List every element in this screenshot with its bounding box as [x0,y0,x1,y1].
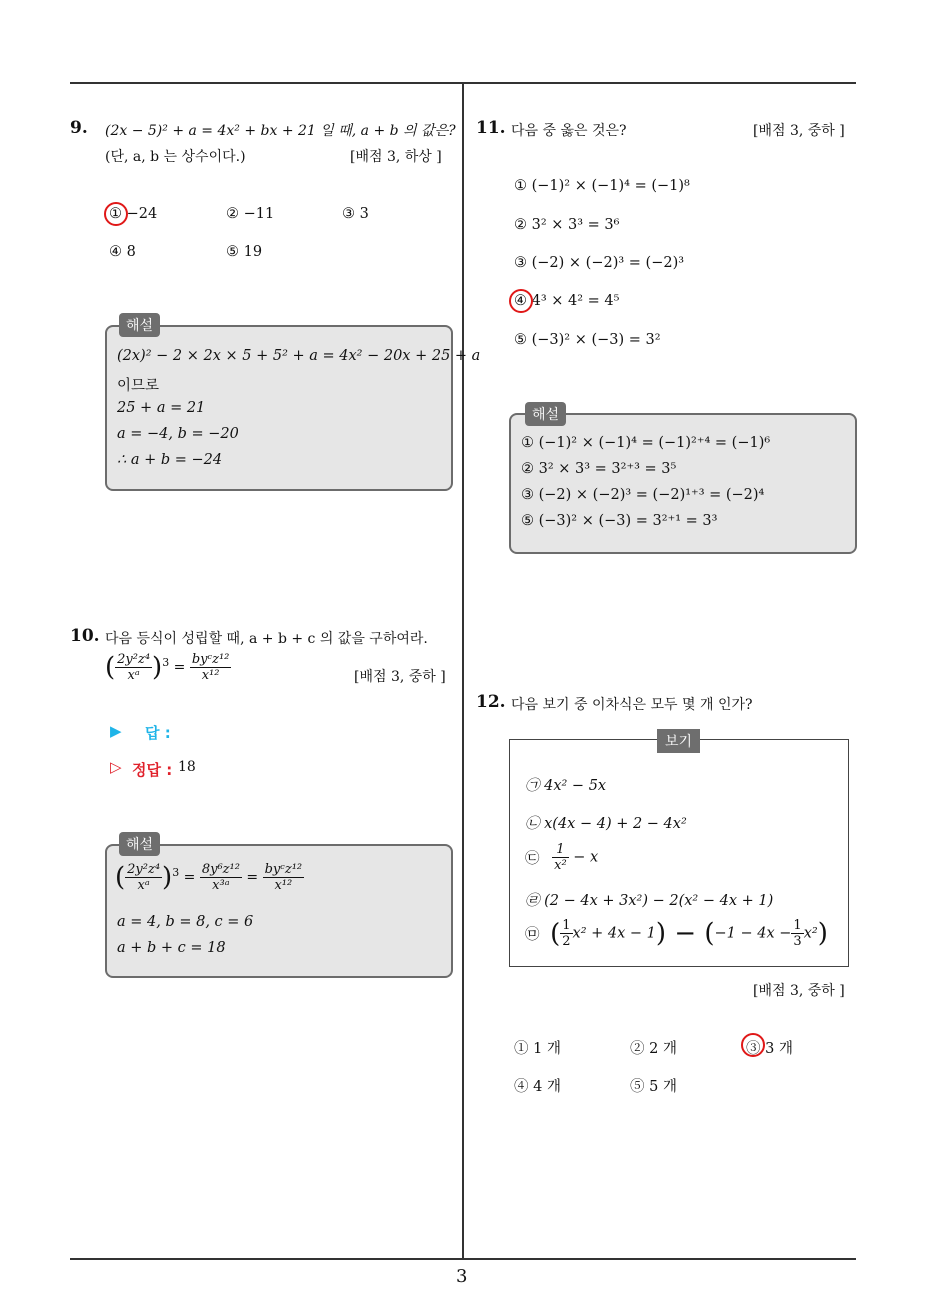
q10-solution-line: a = 4, b = 8, c = 6 [117,914,254,930]
q12-number: 12. [476,692,506,712]
q9-meta: [배점 3, 하상 ] [350,149,442,165]
q11-option-5[interactable]: ⑤ (−3)² × (−3) = 3² [514,332,661,348]
q11-meta: [배점 3, 중하 ] [753,123,845,139]
q11-option-2[interactable]: ② 3² × 3³ = 3⁶ [514,217,620,233]
q10-rhs-fraction: $\frac{\text{byᶜz¹²}}{\text{x¹²}}$ [191,652,230,683]
q12-bogi-item: ㉤ ( $\frac{1}{2}$ x² + 4x − 1) − (−1 − 4x − $\frac{1}{3}$ x²) [525,918,828,949]
paren-open-icon: ( [105,652,116,683]
paren-open-icon: ( [115,862,126,893]
q12-option-4[interactable]: ④ 4 개 [514,1079,561,1095]
q12-meta: [배점 3, 중하 ] [753,983,845,999]
paren-close-icon: ) [152,652,163,683]
q12-bogi-item: ㉣ (2 − 4x + 3x²) − 2(x² − 4x + 1) [525,893,774,909]
q10-correct-arrow-icon: ▷ [110,758,122,776]
q11-option-3[interactable]: ③ (−2) × (−2)³ = (−2)³ [514,255,685,271]
q10-number: 10. [70,626,100,646]
q10-answer-label[interactable]: 답 : [145,724,171,742]
q12-bogi-item: ㉢ $\frac{1}{\text{x²}}$ − x [525,842,599,873]
q10-sol-mid-fraction: $\frac{\text{8y⁶z¹²}}{\text{x³ᵃ}}$ [201,862,240,893]
q10-solution-tag: 해설 [119,832,160,856]
q12-option-1[interactable]: ① 1 개 [514,1041,561,1057]
q9-solution-line: ∴ a + b = −24 [117,452,223,468]
q11-option-4[interactable]: ④ 4³ × 4² = 4⁵ [514,293,620,309]
q9-number: 9. [70,118,88,138]
q11-option-1[interactable]: ① (−1)² × (−1)⁴ = (−1)⁸ [514,178,690,194]
q9-solution-line: 25 + a = 21 [117,400,206,416]
q10-sol-lhs-fraction: $\frac{\text{2y²z⁴}}{\text{xᵃ}}$ [127,862,161,893]
q10-lhs-fraction: $\frac{\text{2y²z⁴}}{\text{xᵃ}}$ [117,652,151,683]
q9-stem-line2: (단, a, b 는 상수이다.) [105,149,246,165]
q12-bogi-item: ㉠ 4x² − 5x [525,778,607,794]
q9-option-1[interactable]: ① −24 [109,206,158,222]
q11-solution-line: ① (−1)² × (−1)⁴ = (−1)²⁺⁴ = (−1)⁶ [521,435,771,451]
q10-stem: 다음 등식이 성립할 때, a + b + c 의 값을 구하여라. [105,631,428,647]
page-number: 3 [456,1266,468,1287]
q9-option-2[interactable]: ② −11 [226,206,275,222]
q12-selected-mark-icon [741,1033,765,1057]
q9-solution-tag: 해설 [119,313,160,337]
q11-selected-mark-icon [509,289,533,313]
paren-close-icon: ) [162,862,173,893]
q9-option-3[interactable]: ③ 3 [342,206,369,222]
q10-solution-line: a + b + c = 18 [117,940,226,956]
q10-correct-value: 18 [178,759,196,775]
q10-answer-arrow-icon: ▶ [110,722,122,740]
q10-meta: [배점 3, 중하 ] [354,669,446,685]
q11-number: 11. [476,118,506,138]
q9-solution-line: a = −4, b = −20 [117,426,239,442]
q11-solution-line: ② 3² × 3³ = 3²⁺³ = 3⁵ [521,461,677,477]
q12-option-3[interactable]: ③ 3 개 [746,1041,793,1057]
q11-stem: 다음 중 옳은 것은? [511,123,627,139]
q9-option-5[interactable]: ⑤ 19 [226,244,263,260]
q9-solution-line: (2x)² − 2 × 2x × 5 + 5² + a = 4x² − 20x + 25 + a [117,348,481,364]
q12-stem: 다음 보기 중 이차식은 모두 몇 개 인가? [511,697,753,713]
q12-option-2[interactable]: ② 2 개 [630,1041,677,1057]
q9-stem-line1: (2x − 5)² + a = 4x² + bx + 21 일 때, a + b 의 값은? [105,123,456,139]
q9-solution-line: 이므로 [117,378,160,394]
q11-solution-line: ③ (−2) × (−2)³ = (−2)¹⁺³ = (−2)⁴ [521,487,765,503]
q12-bogi-item: ㉡ x(4x − 4) + 2 − 4x² [525,816,687,832]
q9-selected-mark-icon [104,202,128,226]
bottom-rule [70,1258,856,1260]
q10-equation: ( $\frac{\text{2y²z⁴}}{\text{xᵃ}}$ )$^3$ = $\frac{\text{byᶜz¹²}}{\text{x¹²}}$ [105,652,230,683]
q9-option-4[interactable]: ④ 8 [109,244,136,260]
q10-sol-rhs-fraction: $\frac{\text{byᶜz¹²}}{\text{x¹²}}$ [264,862,303,893]
q12-option-5[interactable]: ⑤ 5 개 [630,1079,677,1095]
q12-bogi-tag: 보기 [657,729,700,753]
q11-solution-tag: 해설 [525,402,566,426]
q10-correct-label: 정답 : [132,761,173,779]
column-divider [462,83,464,1258]
q11-solution-line: ⑤ (−3)² × (−3) = 3²⁺¹ = 3³ [521,513,718,529]
q10-solution-equation: ( $\frac{\text{2y²z⁴}}{\text{xᵃ}}$ )$^3$ = $\frac{\text{8y⁶z¹²}}{\text{x³ᵃ}}$ = $\frac{\text{byᶜz¹²}}{\text{x¹²}}$ [115,862,303,893]
